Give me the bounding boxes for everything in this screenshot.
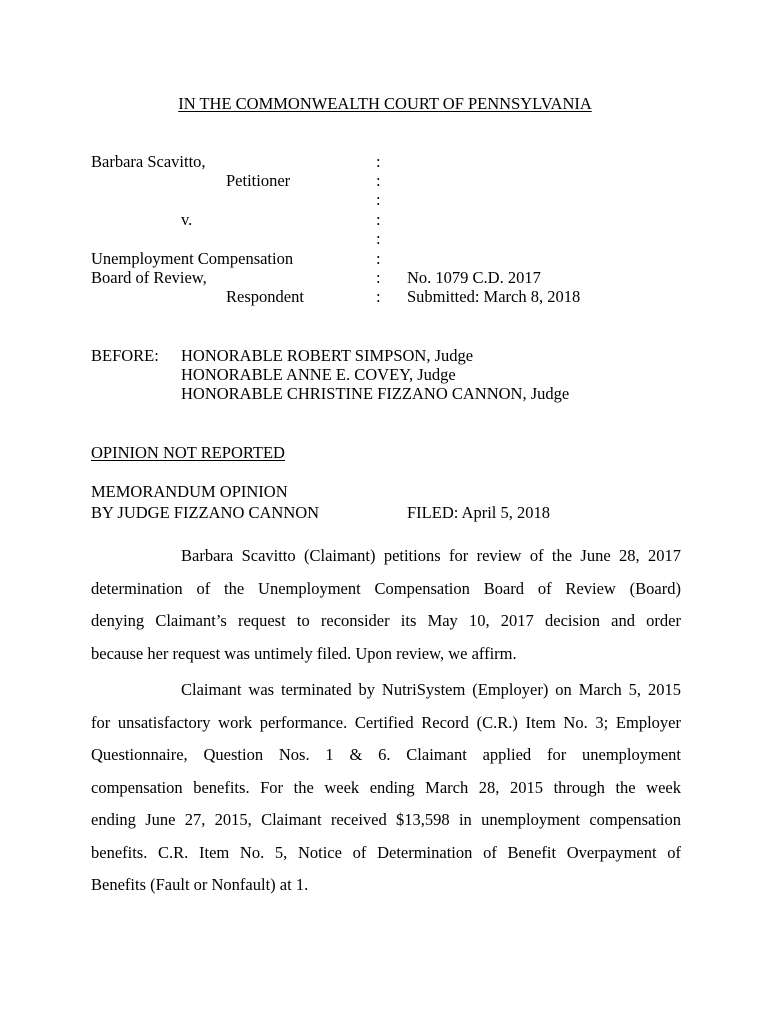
filed-date: FILED: April 5, 2018 [407, 503, 550, 522]
petitioner-role: Petitioner [226, 171, 291, 190]
caption-colon: : [376, 190, 381, 209]
before-label: BEFORE: [91, 346, 159, 365]
versus: v. [181, 210, 193, 229]
paragraph-line: denying Claimant’s request to reconsider its May 10, 2017 decision and order [91, 611, 681, 630]
paragraph-line: Claimant was terminated by NutriSystem (Employer) on March 5, 2015 [181, 680, 681, 699]
submitted-date: Submitted: March 8, 2018 [407, 287, 581, 306]
paragraph-line: because her request was untimely filed. Upon review, we affirm. [91, 643, 517, 663]
memorandum-line2: BY JUDGE FIZZANO CANNON [91, 503, 320, 522]
caption-colon: : [376, 249, 381, 268]
paragraph-line: Barbara Scavitto (Claimant) petitions for review of the June 28, 2017 [181, 546, 681, 565]
memorandum-line1: MEMORANDUM OPINION [91, 482, 288, 501]
paragraph-line: determination of the Unemployment Compensation Board of Review (Board) [91, 578, 681, 598]
paragraph-line: benefits. C.R. Item No. 5, Notice of Determination of Benefit Overpayment of [91, 842, 681, 862]
caption-colon: : [376, 152, 381, 171]
respondent-role: Respondent [226, 287, 304, 306]
caption-colon: : [376, 229, 381, 248]
petitioner-name: Barbara Scavitto, [91, 152, 206, 171]
opinion-not-reported: OPINION NOT REPORTED [91, 443, 285, 462]
paragraph-line: Questionnaire, Question Nos. 1 & 6. Claimant applied for unemployment [91, 745, 681, 764]
paragraph-line: compensation benefits. For the week ending March 28, 2015 through the week [91, 777, 681, 797]
caption-colon: : [376, 171, 381, 190]
docket-number: No. 1079 C.D. 2017 [407, 268, 541, 287]
paragraph-line: Benefits (Fault or Nonfault) at 1. [91, 875, 309, 894]
judge-1: HONORABLE ROBERT SIMPSON, Judge [181, 346, 474, 365]
caption-colon: : [376, 210, 381, 229]
caption-colon: : [376, 268, 381, 287]
respondent-name-line2: Board of Review, [91, 268, 207, 287]
judge-3: HONORABLE CHRISTINE FIZZANO CANNON, Judge [181, 384, 570, 403]
paragraph-line: ending June 27, 2015, Claimant received $13,598 in unemployment compensation [91, 810, 681, 829]
respondent-name-line1: Unemployment Compensation [91, 249, 294, 268]
court-title: IN THE COMMONWEALTH COURT OF PENNSYLVANIA [178, 94, 592, 113]
judge-2: HONORABLE ANNE E. COVEY, Judge [181, 365, 456, 384]
paragraph-1 [91, 540, 681, 670]
caption-colon: : [376, 287, 381, 306]
paragraph-line: for unsatisfactory work performance. Certified Record (C.R.) Item No. 3; Employer [91, 712, 681, 732]
paragraph-2 [91, 674, 681, 902]
